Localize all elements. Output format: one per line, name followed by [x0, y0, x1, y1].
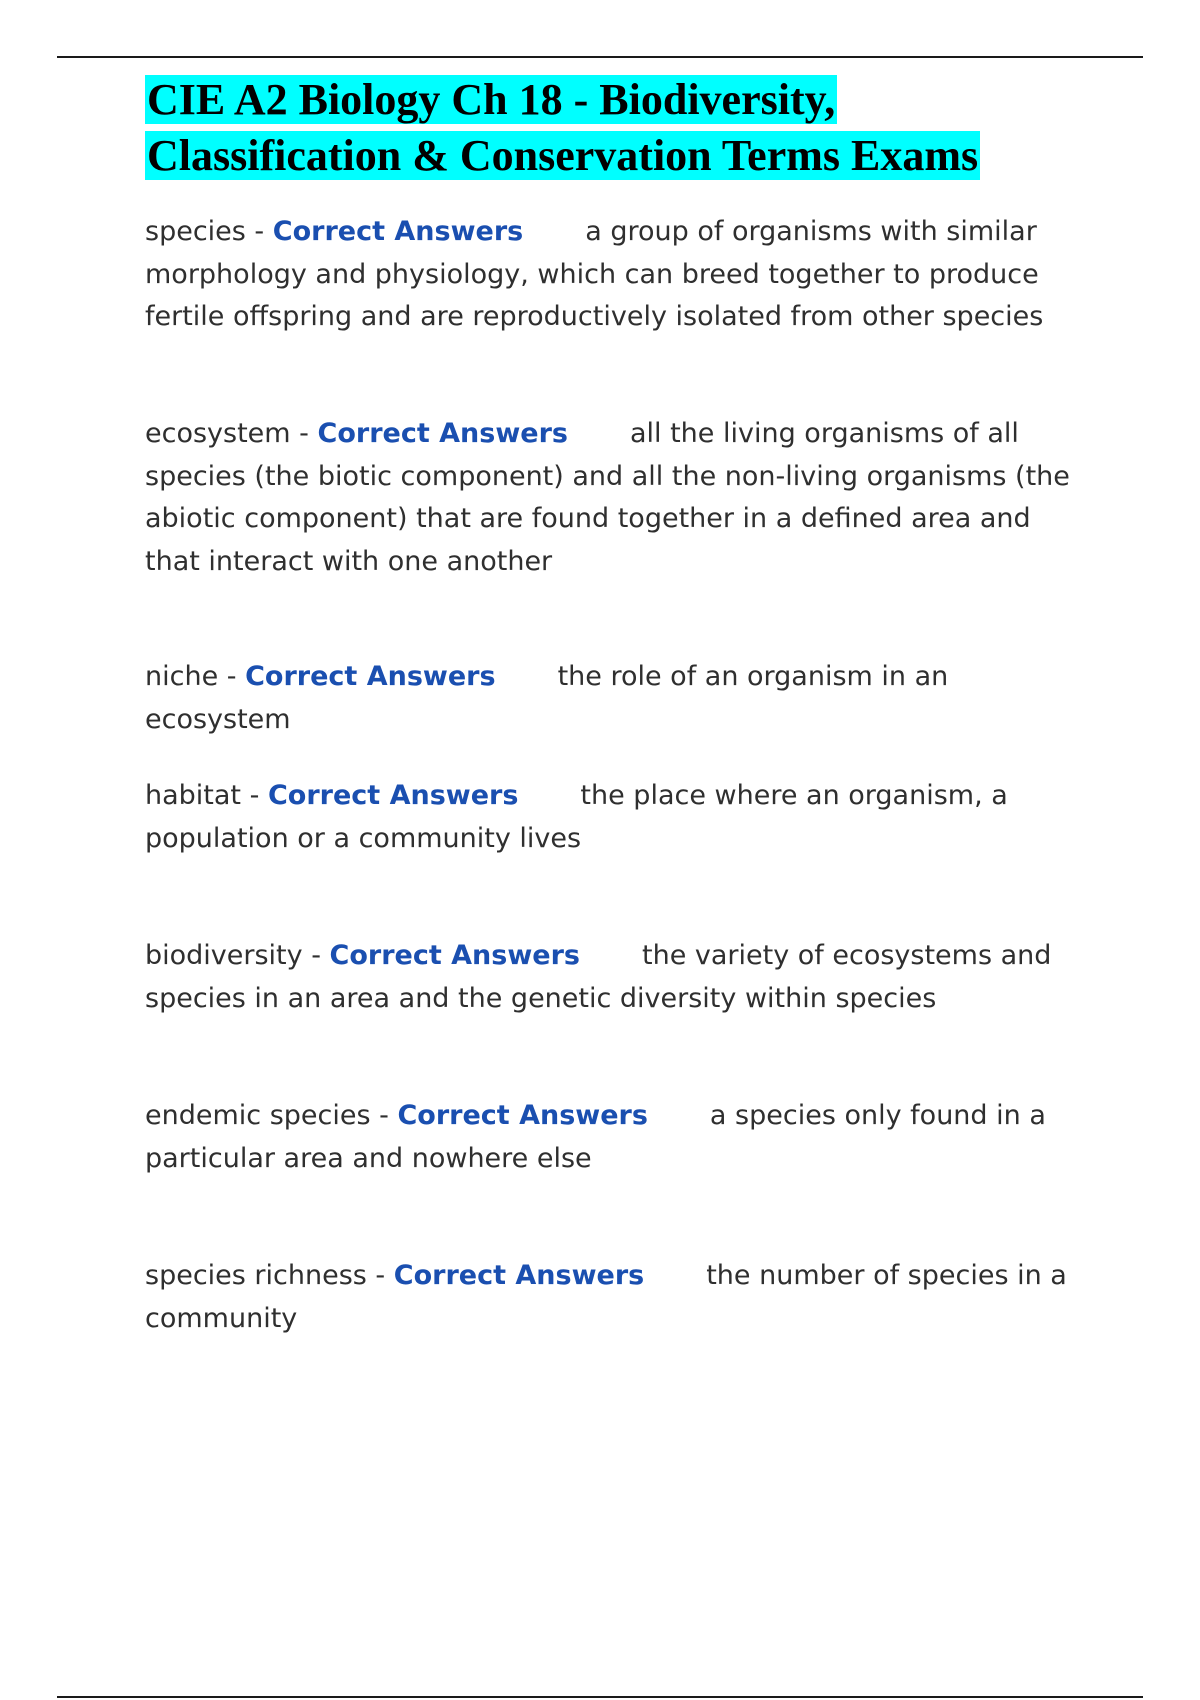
- correct-answers-label: Correct Answers: [397, 1100, 648, 1131]
- entry-term: species richness: [145, 1260, 367, 1291]
- entry-term: biodiversity: [145, 940, 303, 971]
- entry-term: niche: [145, 661, 219, 692]
- correct-answers-label: Correct Answers: [272, 216, 524, 247]
- entry-separator: -: [302, 940, 330, 971]
- entry-separator: -: [370, 1100, 398, 1131]
- document-title: CIE A2 Biology Ch 18 - Biodiversity, Classification & Conservation Terms Exams: [147, 75, 979, 180]
- correct-answers-label: Correct Answers: [393, 1260, 645, 1291]
- entry-definition: the variety of ecosystems and species in an area and the genetic diversity within species: [145, 940, 1052, 1014]
- entry-habitat: [145, 775, 1085, 860]
- entry-separator: -: [290, 418, 318, 449]
- entry-definition: the number of species in a community: [145, 1260, 1067, 1334]
- entry-term: endemic species: [145, 1100, 371, 1131]
- entry-term: ecosystem: [145, 418, 291, 449]
- entry-species-richness: [145, 1255, 1085, 1340]
- correct-answers-label: Correct Answers: [317, 418, 568, 449]
- entry-definition: a species only found in a particular area and nowhere else: [145, 1100, 1046, 1174]
- entry-species: [145, 211, 1085, 339]
- correct-answers-label: Correct Answers: [267, 780, 519, 811]
- entry-term: habitat: [145, 780, 242, 811]
- entry-definition: all the living organisms of all species (the biotic component) and all the non-living organisms (the abiotic component) that are found together in a defined area and that interact with one another: [145, 418, 1070, 577]
- entry-definition: a group of organisms with similar morphology and physiology, which can breed together to produce fertile offspring and are reproductively isolated from other species: [145, 216, 1044, 332]
- entry-separator: -: [366, 1260, 394, 1291]
- correct-answers-label: Correct Answers: [329, 940, 580, 971]
- entry-biodiversity: [145, 935, 1085, 1020]
- entry-separator: -: [245, 216, 273, 247]
- entry-separator: -: [218, 661, 246, 692]
- correct-answers-label: Correct Answers: [245, 661, 496, 692]
- entry-endemic-species: [145, 1095, 1085, 1180]
- bottom-rule: [57, 1696, 1143, 1698]
- entry-separator: -: [241, 780, 268, 811]
- entry-ecosystem: [145, 413, 1085, 583]
- entry-definition: the role of an organism in an ecosystem: [145, 661, 949, 735]
- title-block: [145, 72, 1085, 184]
- entry-term: species: [145, 216, 246, 247]
- top-rule: [57, 56, 1143, 58]
- entry-niche: [145, 656, 1085, 741]
- entry-definition: the place where an organism, a population or a community lives: [145, 780, 1008, 854]
